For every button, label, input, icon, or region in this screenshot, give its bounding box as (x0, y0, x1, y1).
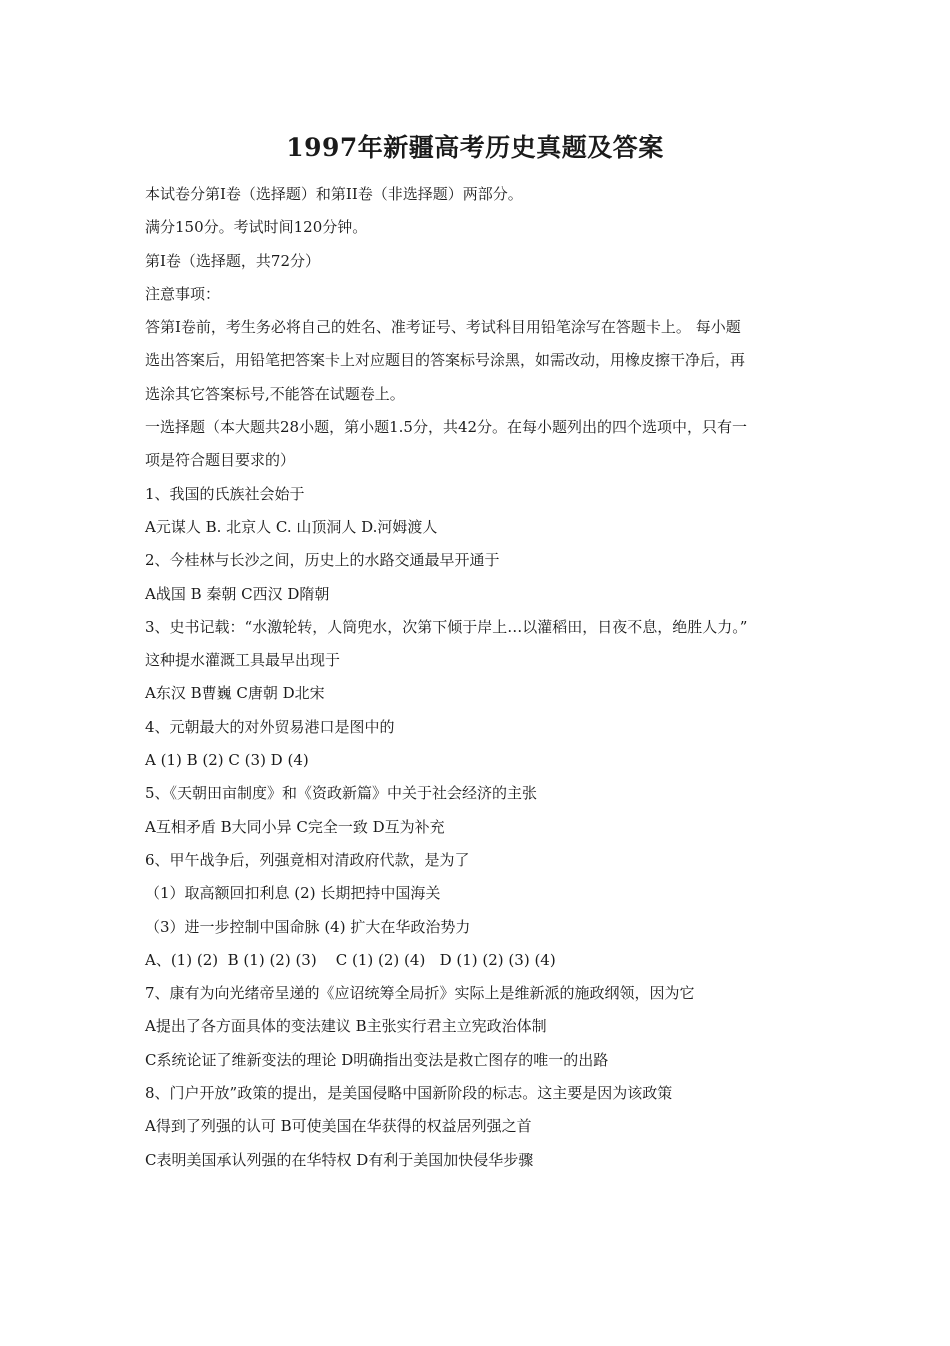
text-line: 本试卷分第Ⅰ卷（选择题）和第II卷（非选择题）两部分。 (145, 185, 523, 203)
question-6-item: （1）取高额回扣利息 (2) 长期把持中国海关 (145, 884, 441, 903)
question-7: 7、康有为向光绪帝呈递的《应诏统筹全局折》实际上是维新派的施政纲领，因为它 (145, 984, 695, 1003)
question-6-item: （3）进一步控制中国命脉 (4) 扩大在华政治势力 (145, 917, 471, 936)
question-6-options: A、(1) (2) B (1) (2) (3) C (1) (2) (4) D (1) (2) (3) (4) (145, 950, 556, 969)
question-4-options: A (1) B (2) C (3) D (4) (145, 751, 309, 770)
question-8: 8、门户开放”政策的提出，是美国侵略中国新阶段的标志。这主要是因为该政策 (145, 1084, 673, 1103)
question-5: 5、《天朝田亩制度》和《资政新篇》中关于社会经济的主张 (145, 784, 538, 803)
text-line: 注意事项： (145, 284, 221, 303)
document-body (145, 178, 810, 1177)
text-line: 答第Ⅰ卷前，考生务必将自己的姓名、准考证号、考试科目用铅笔涂写在答题卡上。 每小题 (145, 318, 741, 337)
text-line: 第Ⅰ卷（选择题，共72分） (145, 251, 321, 270)
question-3: 3、史书记载：“水激轮转，人筒兜水，次第下倾于岸上…以灌稻田，日夜不息，绝胜人力。” (145, 617, 748, 636)
question-5-options: A互相矛盾 B大同小异 C完全一致 D互为补充 (145, 817, 445, 836)
document-title: 1997年新疆高考历史真题及答案 (286, 133, 664, 162)
question-3-options: A东汉 B曹巍 C唐朝 D北宋 (145, 684, 325, 703)
question-1: 1、我国的氏族社会始于 (145, 484, 305, 503)
question-7-options: C系统论证了维新变法的理论 D明确指出变法是救亡图存的唯一的出路 (145, 1050, 609, 1069)
question-4: 4、元朝最大的对外贸易港口是图中的 (145, 717, 395, 736)
text-line: 一选择题（本大题共28小题，第小题1.5分，共42分。在每小题列出的四个选项中，只有一 (145, 418, 748, 437)
text-line: 项是符合题目要求的） (145, 451, 296, 470)
question-2-options: A战国 B 秦朝 C西汉 D隋朝 (145, 584, 330, 603)
question-8-options: A得到了列强的认可 B可使美国在华获得的权益居列强之首 (145, 1117, 532, 1136)
text-line: 选出答案后，用铅笔把答案卡上对应题目的答案标号涂黑，如需改动，用橡皮擦干净后，再 (145, 351, 746, 370)
text-line: 满分150分。考试时间120分钟。 (145, 218, 368, 237)
question-8-options: C表明美国承认列强的在华特权 D有利于美国加快侵华步骤 (145, 1150, 534, 1169)
question-1-options: A元谋人 B. 北京人 C. 山顶洞人 D.河姆渡人 (145, 517, 438, 536)
question-2: 2、今桂林与长沙之间，历史上的水路交通最早开通于 (145, 551, 500, 570)
question-6: 6、甲午战争后，列强竟相对清政府代款，是为了 (145, 850, 470, 869)
question-3-continued: 这种提水灌溉工具最早出现于 (145, 651, 341, 670)
text-line: 选涂其它答案标号,不能答在试题卷上。 (145, 384, 405, 403)
question-7-options: A提出了各方面具体的变法建议 B主张实行君主立宪政治体制 (145, 1017, 547, 1036)
